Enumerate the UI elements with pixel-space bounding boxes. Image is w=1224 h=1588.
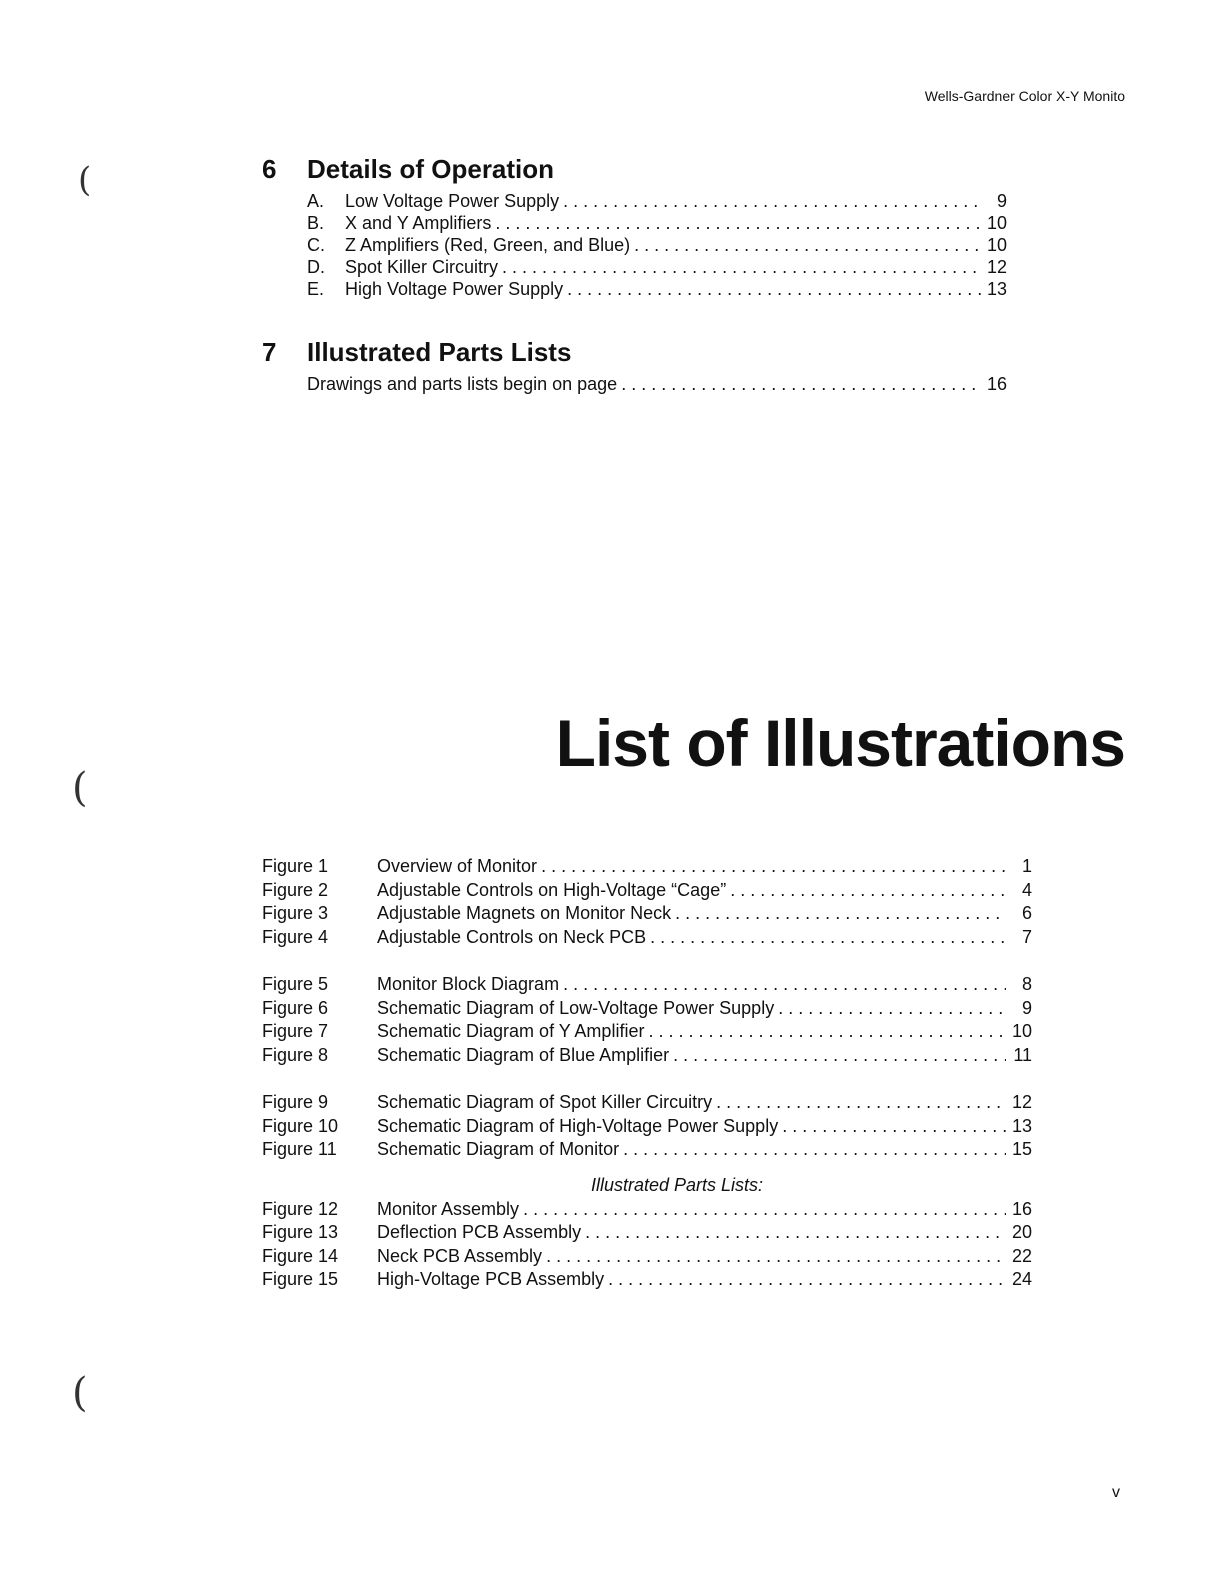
figure-page: 11: [1013, 1044, 1032, 1065]
figure-page: 1: [1021, 856, 1032, 876]
toc-entry-letter: C.: [307, 235, 325, 255]
figure-entry[interactable]: [262, 856, 1032, 880]
figure-label: Figure 2: [262, 879, 329, 900]
figure-label: Figure 6: [262, 997, 329, 1018]
section-number: 6: [262, 154, 277, 184]
figure-page: 24: [1011, 1269, 1032, 1289]
section-title: Details of Operation: [307, 154, 555, 184]
toc-entry-page: 12: [986, 257, 1007, 277]
figure-entry[interactable]: [262, 998, 1032, 1022]
dot-leader: [778, 998, 1006, 1019]
figure-page: 8: [1021, 974, 1032, 994]
dot-leader: [716, 1092, 1006, 1113]
figure-label: Figure 10: [262, 1115, 339, 1136]
toc-entry-page: 9: [996, 191, 1007, 211]
toc-entry[interactable]: [307, 374, 1007, 396]
figure-entry[interactable]: [262, 1092, 1032, 1116]
figure-label: Figure 15: [262, 1269, 339, 1289]
figure-text: Schematic Diagram of Spot Killer Circuitry: [377, 1092, 713, 1112]
dot-leader: [541, 856, 1006, 877]
toc-entry[interactable]: [307, 191, 1007, 213]
dot-leader: [730, 880, 1006, 901]
toc-section-6: [307, 191, 1007, 301]
figure-page: 13: [1011, 1115, 1032, 1136]
toc-entry-text: Low Voltage Power Supply: [345, 191, 560, 211]
group-gap: [262, 950, 1032, 974]
group-gap: [262, 1068, 1032, 1092]
running-header: Wells-Gardner Color X-Y Monito: [924, 88, 1125, 104]
figure-page: 10: [1011, 1021, 1032, 1041]
figure-entry[interactable]: [262, 903, 1032, 927]
dot-leader: [546, 1246, 1006, 1267]
section-number: 7: [262, 337, 277, 367]
dot-leader: [621, 374, 981, 395]
figure-entry[interactable]: [262, 880, 1032, 904]
dot-leader: [648, 1021, 1006, 1042]
binder-hole-mark: (: [72, 1370, 88, 1416]
figure-entry[interactable]: [262, 927, 1032, 951]
toc-entry[interactable]: [307, 213, 1007, 235]
toc-section-7: [307, 374, 1007, 396]
figure-text: Schematic Diagram of Blue Amplifier: [377, 1044, 670, 1065]
figure-label: Figure 13: [262, 1222, 339, 1242]
figure-text: Adjustable Controls on Neck PCB: [377, 926, 647, 947]
dot-leader: [567, 279, 981, 300]
figure-text: Neck PCB Assembly: [377, 1245, 543, 1266]
figure-entry[interactable]: [262, 1139, 1032, 1163]
figure-page: 16: [1011, 1198, 1032, 1219]
figure-text: Monitor Block Diagram: [377, 974, 560, 994]
page-number: v: [1112, 1484, 1120, 1501]
figure-text: Schematic Diagram of Y Amplifier: [377, 1021, 645, 1041]
figure-page: 22: [1011, 1245, 1032, 1266]
toc-entry-letter: D.: [307, 257, 325, 277]
binder-hole-mark: (: [72, 765, 88, 811]
toc-entry[interactable]: [307, 257, 1007, 279]
figure-entry[interactable]: [262, 1246, 1032, 1270]
figure-entry[interactable]: [262, 1222, 1032, 1246]
group-gap: [262, 1163, 1032, 1175]
toc-entry-page: 10: [986, 213, 1007, 233]
figure-entry[interactable]: [262, 1199, 1032, 1223]
dot-leader: [495, 213, 981, 234]
figure-text: Adjustable Controls on High-Voltage “Cage”: [377, 879, 727, 900]
figure-text: Schematic Diagram of High-Voltage Power Supply: [377, 1115, 779, 1136]
toc-entry-letter: B.: [307, 213, 325, 233]
toc-entry-text: Drawings and parts lists begin on page: [307, 374, 618, 394]
figure-entry[interactable]: [262, 1045, 1032, 1069]
dot-leader: [563, 974, 1006, 995]
figure-label: Figure 5: [262, 974, 329, 994]
figure-page: 12: [1011, 1092, 1032, 1112]
toc-entry-page: 16: [986, 374, 1007, 394]
figure-page: 6: [1021, 903, 1032, 923]
figure-entry[interactable]: [262, 1269, 1032, 1293]
binder-hole-mark: (: [78, 160, 92, 200]
figure-page: 7: [1021, 926, 1032, 947]
toc-entry-letter: E.: [307, 279, 325, 299]
toc-entry-text: High Voltage Power Supply: [345, 279, 564, 299]
figure-label: Figure 1: [262, 856, 329, 876]
figure-text: Adjustable Magnets on Monitor Neck: [377, 903, 672, 923]
dot-leader: [650, 927, 1006, 948]
figure-label: Figure 11: [262, 1139, 337, 1159]
figure-label: Figure 3: [262, 903, 329, 923]
toc-entry-page: 13: [986, 279, 1007, 299]
page-title: List of Illustrations: [555, 706, 1125, 780]
toc-entry-text: Z Amplifiers (Red, Green, and Blue): [345, 235, 631, 255]
toc-entry[interactable]: [307, 279, 1007, 301]
figure-label: Figure 4: [262, 926, 329, 947]
figure-label: Figure 7: [262, 1021, 329, 1041]
dot-leader: [585, 1222, 1006, 1243]
figure-text: Overview of Monitor: [377, 856, 538, 876]
figure-page: 15: [1011, 1139, 1032, 1159]
toc-entry[interactable]: [307, 235, 1007, 257]
dot-leader: [523, 1199, 1006, 1220]
figure-label: Figure 14: [262, 1245, 339, 1266]
parts-list-heading: Illustrated Parts Lists:: [590, 1174, 764, 1195]
figure-label: Figure 8: [262, 1044, 329, 1065]
section-title: Illustrated Parts Lists: [307, 337, 572, 367]
figure-label: Figure 9: [262, 1092, 329, 1112]
illustrations-list: [262, 856, 1032, 1293]
figure-page: 4: [1021, 879, 1032, 900]
dot-leader: [673, 1045, 1006, 1066]
figure-text: Schematic Diagram of Low-Voltage Power Supply: [377, 997, 775, 1018]
dot-leader: [634, 235, 981, 256]
figure-entry[interactable]: [262, 974, 1032, 998]
dot-leader: [502, 257, 981, 278]
figure-text: Monitor Assembly: [377, 1198, 520, 1219]
toc-entry-text: Spot Killer Circuitry: [345, 257, 499, 277]
dot-leader: [782, 1116, 1006, 1137]
figure-page: 20: [1011, 1222, 1032, 1242]
dot-leader: [675, 903, 1006, 924]
dot-leader: [608, 1269, 1006, 1290]
toc-entry-text: X and Y Amplifiers: [345, 213, 492, 233]
figure-text: Deflection PCB Assembly: [377, 1222, 582, 1242]
toc-entry-page: 10: [986, 235, 1007, 255]
figure-page: 9: [1021, 997, 1032, 1018]
figure-text: Schematic Diagram of Monitor: [377, 1139, 620, 1159]
dot-leader: [623, 1139, 1006, 1160]
figure-text: High-Voltage PCB Assembly: [377, 1269, 605, 1289]
figure-entry[interactable]: [262, 1021, 1032, 1045]
dot-leader: [563, 191, 981, 212]
figure-label: Figure 12: [262, 1198, 339, 1219]
toc-entry-letter: A.: [307, 191, 325, 211]
figure-entry[interactable]: [262, 1116, 1032, 1140]
